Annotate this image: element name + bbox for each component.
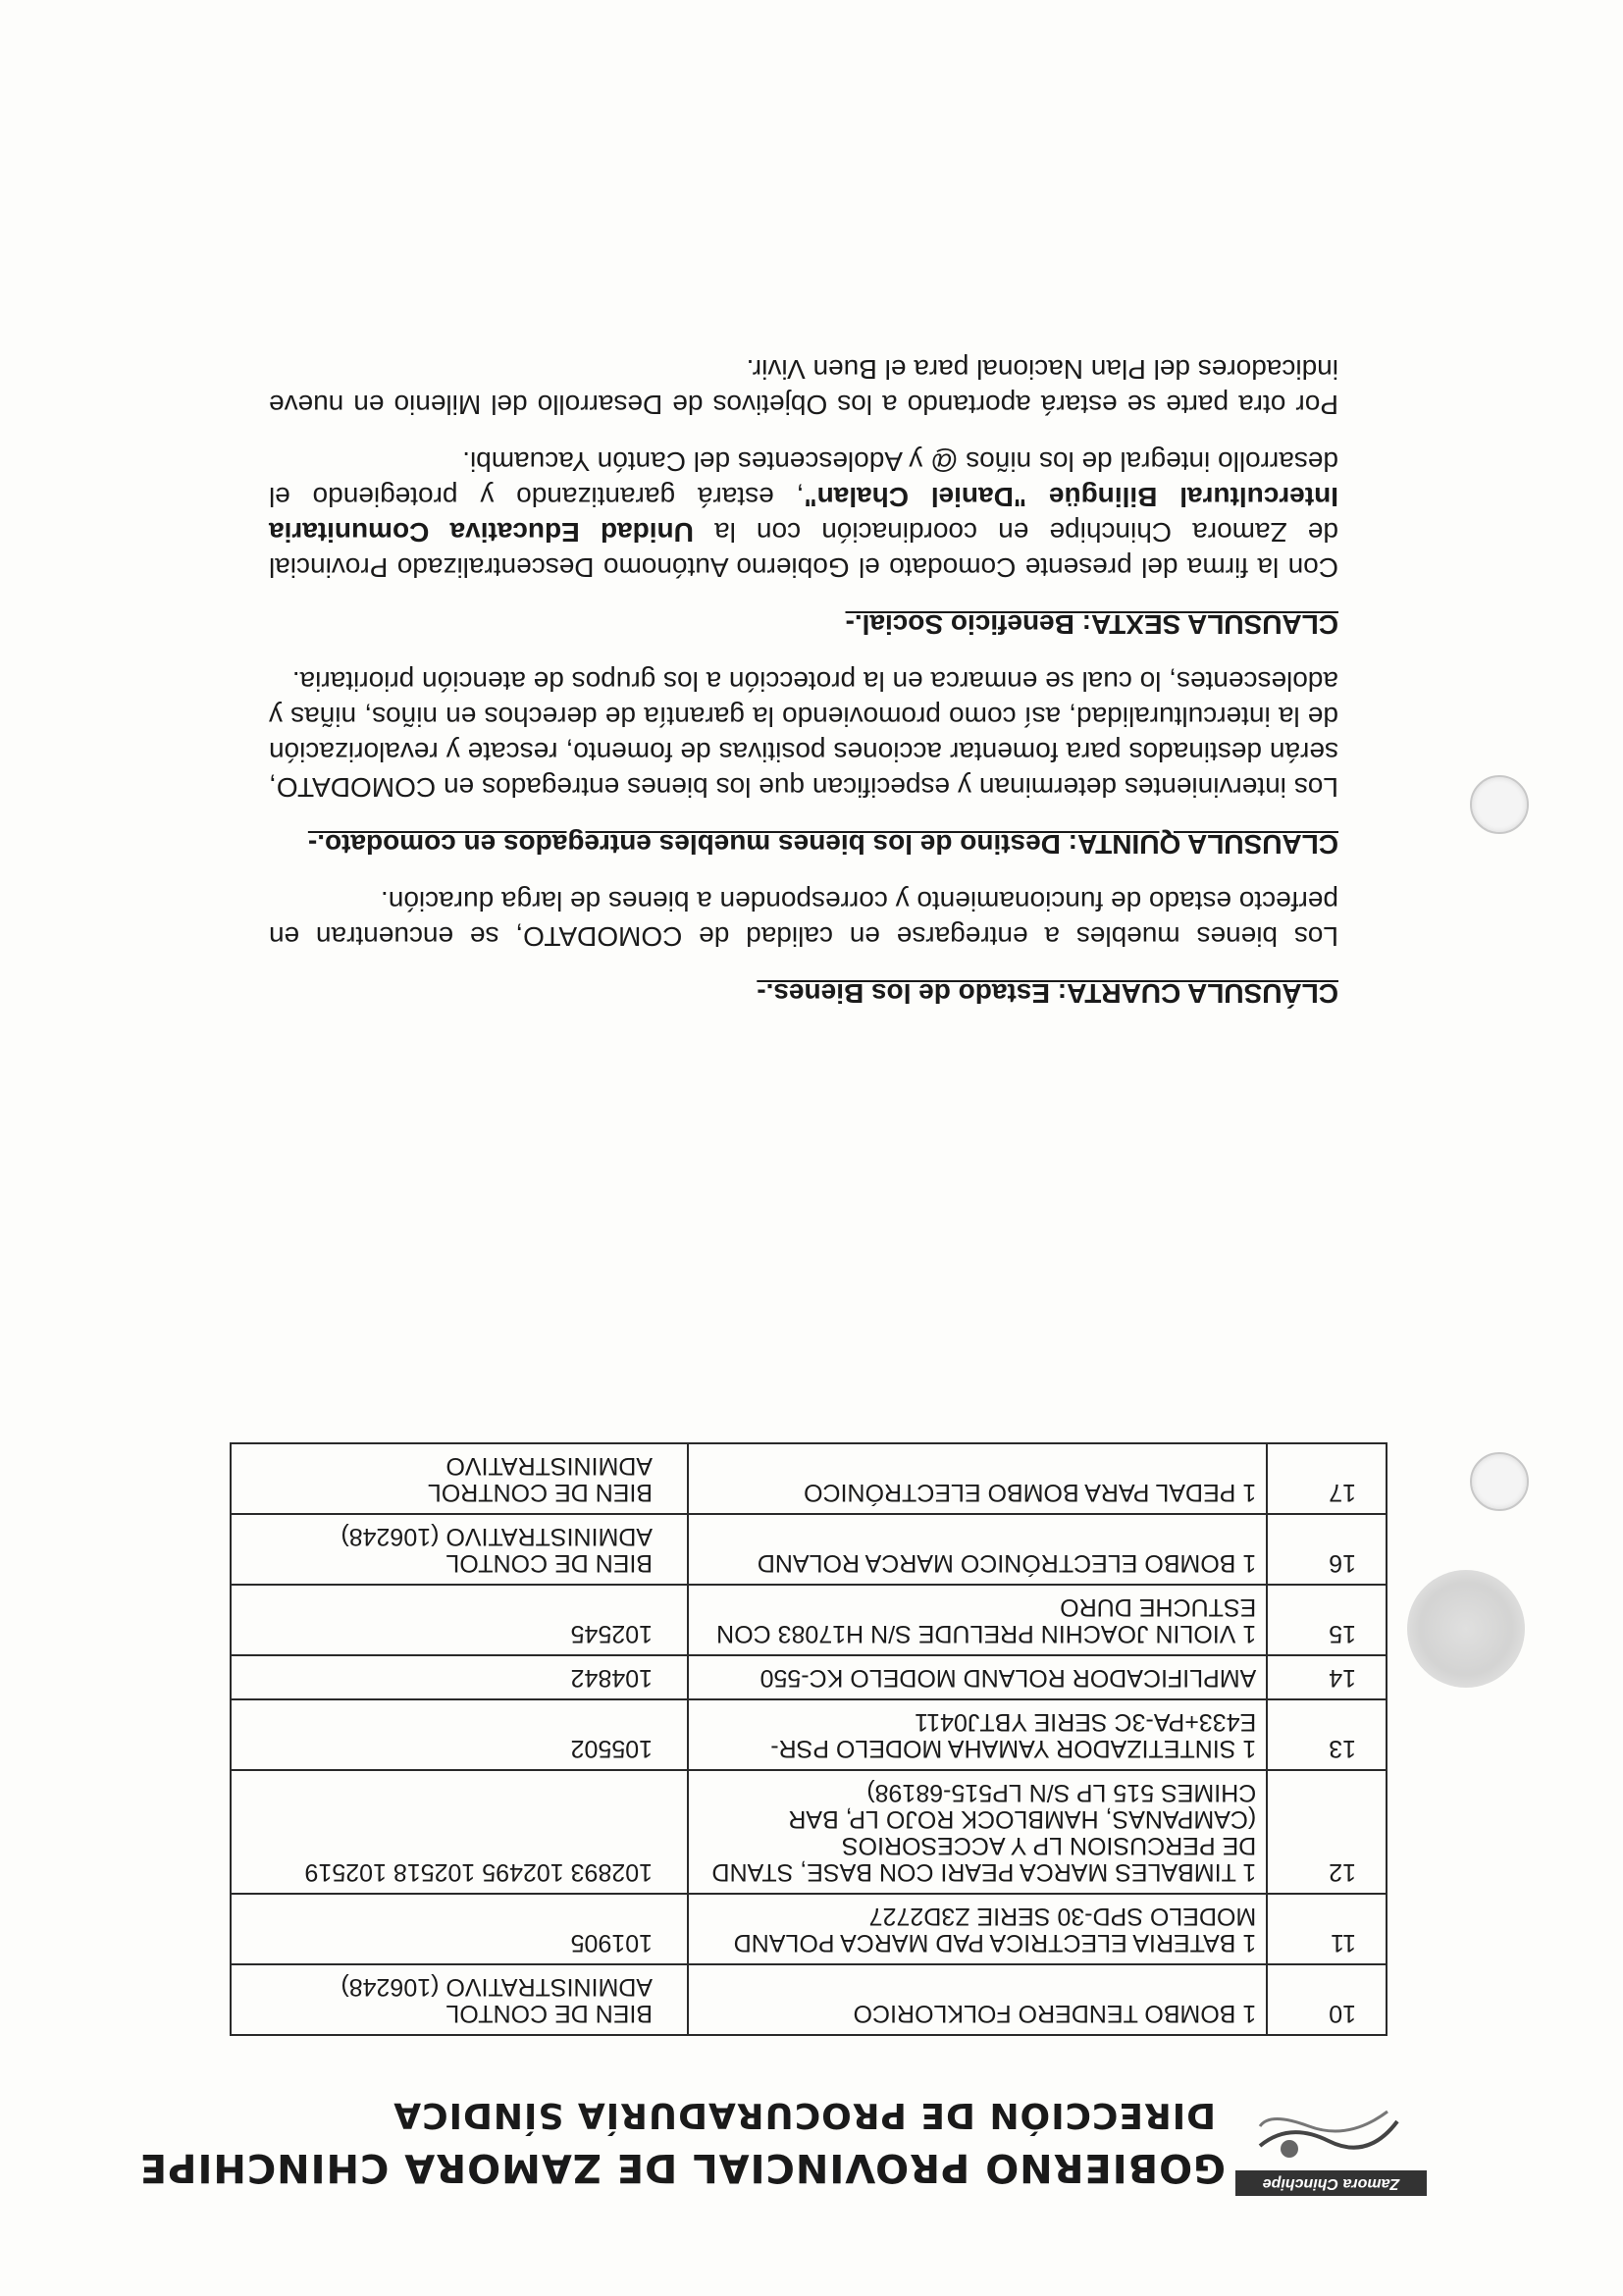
clause-6-title xyxy=(269,606,1338,642)
clause-5-text: Los intervinientes determinan y especifican que los bienes entregados en COMODATO, serán destinados para fomentar acciones positivas de fomento, rescate y revalorización de la interculturalidad, así como promoviendo la garantía de derechos en niños, niñas y adolescentes, lo cual se enmarca en la protección a los grupos de atención prioritaria. xyxy=(269,666,1338,803)
row-description: 1 VIOLIN JOACHIN PRELUDE S/N H17083 CON ESTUCHE DURO xyxy=(688,1585,1267,1655)
document-body xyxy=(269,330,1338,1011)
row-description: 1 TIMBALES MARCA PEARI CON BASE, STAND DE PERCUSION LP Y ACCESORIOS (CAMPANAS, HAMBLOCK ROJO LP, BAR CHIMES 515 LP S/N LP515-68198) xyxy=(688,1770,1267,1894)
table-row xyxy=(231,1770,1387,1894)
logo xyxy=(1235,2102,1427,2196)
clause-5-title-text: CLAUSULA QUINTA: Destino de los bienes muebles entregados en comodato.- xyxy=(307,829,1338,860)
clause-4-title xyxy=(269,975,1338,1011)
row-code: 101905 xyxy=(231,1894,688,1964)
row-description: 1 BOMBO TENDERO FOLKLORICO xyxy=(688,1964,1267,2035)
table-row xyxy=(231,1655,1387,1699)
clause-6-text-a: Con la firma del presente Comodato el Gobierno Autónomo Descentralizado Provincial de Zamora Chinchipe en coordinación con la xyxy=(269,517,1338,583)
row-description: 1 BOMBO ELECTRÓNICO MARCA ROLAND xyxy=(688,1514,1267,1585)
clause-5-title xyxy=(269,826,1338,861)
page-title: GOBIERNO PROVINCIAL DE ZAMORA CHINCHIPE xyxy=(138,2145,1226,2190)
page-number-stamp xyxy=(1407,1570,1525,1688)
row-code: BIEN DE CONTOL ADMINISTRATIVO (106248) xyxy=(231,1514,688,1585)
row-code: 104842 xyxy=(231,1655,688,1699)
clause-6-paragraph-2: Por otra parte se estará aportando a los Objetivos de Desarrollo del Milenio en nueve indicadores del Plan Nacional para el Buen Vivir. xyxy=(269,354,1338,420)
logo-text: Zamora Chinchipe xyxy=(1235,2170,1427,2196)
school-name: Unidad Educativa Comunitaria Intercultural Bilingüe "Daniel Chalan" xyxy=(269,482,1338,548)
clause-6-paragraph-1 xyxy=(269,444,1338,585)
row-number: 11 xyxy=(1267,1894,1387,1964)
row-number: 17 xyxy=(1267,1443,1387,1514)
clause-6-title-text: CLAUSULA SEXTA: Beneficio Social.- xyxy=(845,609,1338,640)
table-row xyxy=(231,1443,1387,1514)
clause-4-text: Los bienes muebles a entregarse en calidad de COMODATO, se encuentran en perfecto estado de funcionamiento y corresponden a bienes de larga duración. xyxy=(269,886,1338,952)
table-row xyxy=(231,1585,1387,1655)
table-row xyxy=(231,1894,1387,1964)
row-code: BIEN DE CONTROL ADMINISTRATIVO xyxy=(231,1443,688,1514)
row-description: 1 SINTETIZADOR YAMAHA MODELO PSR-E433+PA-3C SERIE YBTJ0411 xyxy=(688,1699,1267,1770)
punch-hole xyxy=(1470,1452,1529,1511)
table-row xyxy=(231,1699,1387,1770)
inventory-table xyxy=(230,1442,1387,2036)
letterhead xyxy=(138,2061,1427,2198)
row-number: 10 xyxy=(1267,1964,1387,2035)
row-code: 105502 xyxy=(231,1699,688,1770)
row-number: 12 xyxy=(1267,1770,1387,1894)
row-number: 16 xyxy=(1267,1514,1387,1585)
table-row xyxy=(231,1514,1387,1585)
logo-icon xyxy=(1250,2102,1407,2170)
row-description: AMPLIFICADOR ROLAND MODELO KC-550 xyxy=(688,1655,1267,1699)
table-row xyxy=(231,1964,1387,2035)
row-description: 1 PEDAL PARA BOMBO ELECTRÓNICO xyxy=(688,1443,1267,1514)
row-number: 15 xyxy=(1267,1585,1387,1655)
row-code: BIEN DE CONTOL ADMINISTRATIVO (106248) xyxy=(231,1964,688,2035)
row-number: 14 xyxy=(1267,1655,1387,1699)
clause-4-title-text: CLÁUSULA CUARTA: Estado de los Bienes.- xyxy=(757,978,1338,1009)
row-code: 102545 xyxy=(231,1585,688,1655)
clause-6-text-b: , estará garantizando y protegiendo el desarrollo integral de los niños @ y Adolescentes del Cantón Yacuambi. xyxy=(268,446,1338,512)
punch-hole xyxy=(1470,775,1529,834)
row-code: 102893 102495 102518 102519 xyxy=(231,1770,688,1894)
row-number: 13 xyxy=(1267,1699,1387,1770)
row-description: 1 BATERIA ELECTRICA PAD MARCA POLAND MODELO SPD-30 SERIE Z3D2727 xyxy=(688,1894,1267,1964)
page-subtitle: DIRECCIÓN DE PROCURADURÍA SÍNDICA xyxy=(393,2095,1216,2135)
